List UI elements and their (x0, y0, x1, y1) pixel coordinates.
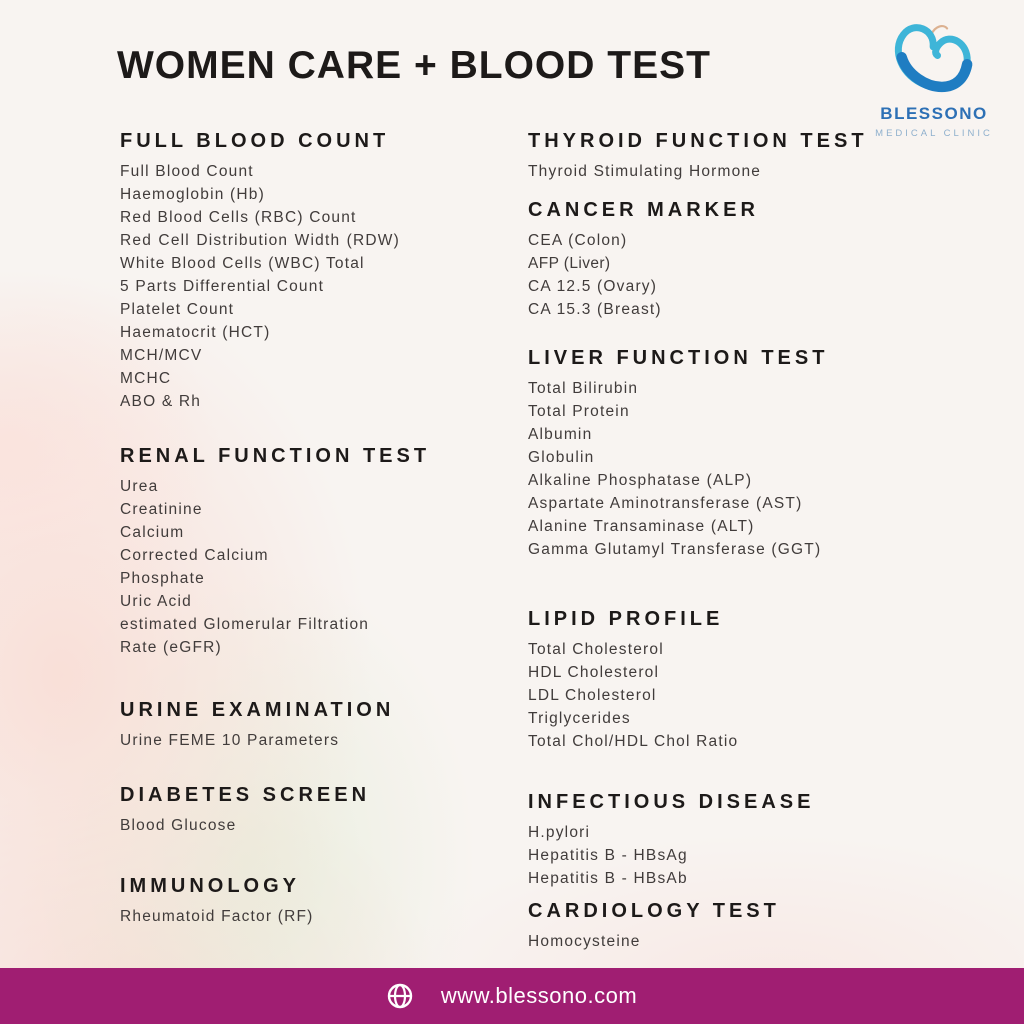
test-item: Total Protein (528, 403, 630, 420)
test-item: Red Cell Distribution Width (RDW) White Blood Cells (WBC) Total (120, 232, 400, 272)
section-renal-function-test (120, 443, 431, 659)
test-item: HDL Cholesterol (528, 664, 660, 681)
section-title: CANCER MARKER (528, 199, 759, 221)
section-immunology (120, 873, 400, 928)
test-item: Total Bilirubin (528, 380, 639, 397)
test-item: CA 12.5 (Ovary) (528, 278, 658, 295)
section-cancer-marker (528, 197, 868, 321)
test-list (528, 229, 868, 321)
test-item: Urine FEME 10 Parameters (120, 732, 340, 749)
test-item: H.pylori (528, 824, 591, 841)
section-liver-function-test (528, 345, 868, 561)
section-title: LIVER FUNCTION TEST (528, 347, 829, 369)
test-item: ABO & Rh (120, 393, 202, 410)
section-title: FULL BLOOD COUNT (120, 130, 390, 152)
section-cardiology-test (528, 898, 868, 953)
section-title: CARDIOLOGY TEST (528, 900, 780, 922)
test-item: Homocysteine (528, 933, 641, 950)
test-list (528, 930, 868, 953)
section-infectious-disease (528, 789, 868, 890)
section-title: LIPID PROFILE (528, 608, 724, 630)
test-item: Red Blood Cells (RBC) Count (120, 209, 357, 226)
test-item: Full Blood Count (120, 163, 254, 180)
test-item: Alanine Transaminase (ALT) (528, 518, 755, 535)
test-item: Total Chol/HDL Chol Ratio (528, 733, 739, 750)
website-url: www.blessono.com (440, 983, 638, 1008)
test-item: 5 Parts Differential Count (120, 278, 325, 295)
section-title: RENAL FUNCTION TEST (120, 445, 431, 467)
test-item: Phosphate (120, 570, 205, 587)
globe-icon (387, 983, 413, 1009)
test-list (120, 729, 400, 752)
section-title: URINE EXAMINATION (120, 699, 395, 721)
test-list (120, 160, 400, 413)
test-item: Aspartate Aminotransferase (AST) (528, 495, 803, 512)
test-item: Creatinine (120, 501, 203, 518)
clinic-logo (870, 16, 998, 139)
test-item: MCHC (120, 370, 172, 387)
test-item: Platelet Count (120, 301, 235, 318)
test-list (528, 160, 868, 183)
test-item: CA 15.3 (Breast) (528, 301, 662, 318)
heart-swirl-icon (886, 16, 982, 102)
section-title: THYROID FUNCTION TEST (528, 130, 868, 152)
section-lipid-profile (528, 606, 868, 753)
left-column (120, 128, 431, 928)
logo-tagline: MEDICAL CLINIC (875, 128, 993, 139)
page-title: WOMEN CARE + BLOOD TEST (117, 44, 711, 87)
section-title: INFECTIOUS DISEASE (528, 791, 815, 813)
test-list (120, 905, 400, 928)
test-item: Thyroid Stimulating Hormone (528, 163, 762, 180)
test-list (120, 475, 400, 659)
test-item: Hepatitis B - HBsAg (528, 847, 688, 864)
test-list (528, 821, 868, 890)
test-item: Globulin (528, 449, 595, 466)
test-item: Corrected Calcium (120, 547, 269, 564)
test-item: Calcium (120, 524, 185, 541)
test-item: LDL Cholesterol (528, 687, 657, 704)
logo-name: BLESSONO (880, 104, 988, 123)
test-item: CEA (Colon) (528, 232, 628, 249)
test-item: Blood Glucose (120, 817, 237, 834)
section-title: IMMUNOLOGY (120, 875, 300, 897)
test-list (528, 638, 868, 753)
section-full-blood-count (120, 128, 400, 413)
test-item: Haemoglobin (Hb) (120, 186, 265, 203)
section-title: DIABETES SCREEN (120, 784, 371, 806)
test-item: Urea (120, 478, 159, 495)
right-column (528, 128, 868, 953)
test-item: Triglycerides (528, 710, 631, 727)
test-item: estimated Glomerular Filtration Rate (eGFR) (120, 616, 370, 656)
test-item: MCH/MCV (120, 347, 203, 364)
section-urine-examination (120, 697, 400, 752)
test-item: Rheumatoid Factor (RF) (120, 908, 314, 925)
test-item: Hepatitis B - HBsAb (528, 870, 688, 887)
section-diabetes-screen (120, 782, 400, 837)
test-list (528, 377, 868, 561)
test-item: Uric Acid (120, 593, 192, 610)
test-item: AFP (Liver) (528, 255, 611, 272)
section-thyroid-function-test (528, 128, 868, 183)
test-item: Haematocrit (HCT) (120, 324, 271, 341)
test-item: Gamma Glutamyl Transferase (GGT) (528, 541, 822, 558)
footer-bar (0, 968, 1024, 1024)
test-item: Total Cholesterol (528, 641, 664, 658)
test-item: Albumin (528, 426, 593, 443)
test-item: Alkaline Phosphatase (ALP) (528, 472, 753, 489)
test-list (120, 814, 400, 837)
